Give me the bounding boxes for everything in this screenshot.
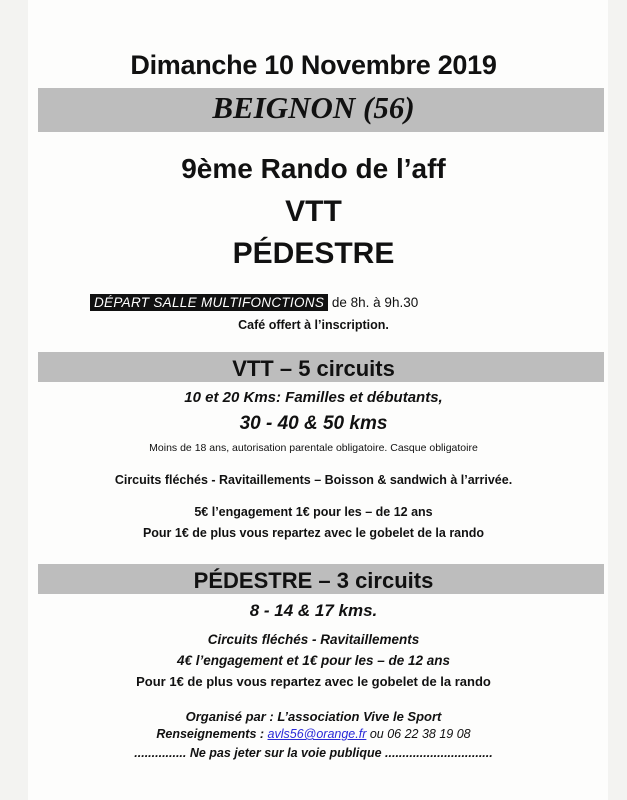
- contact-label: Renseignements :: [156, 727, 265, 741]
- pedestre-line-4: Pour 1€ de plus vous repartez avec le gobelet de la rando: [136, 674, 491, 689]
- pedestre-line-2: Circuits fléchés - Ravitaillements: [207, 632, 420, 647]
- event-date: Dimanche 10 Novembre 2019: [130, 50, 497, 80]
- depart-hours: de 8h. à 9h.30: [328, 295, 419, 310]
- contact-email-link[interactable]: avls56@orange.fr: [267, 727, 367, 741]
- disposal-notice: ............... Ne pas jeter sur la voie publique ...............................: [134, 746, 493, 760]
- event-place: BEIGNON (56): [212, 90, 415, 125]
- depart-line: [90, 295, 418, 310]
- vtt-line-2: 30 - 40 & 50 kms: [239, 413, 388, 434]
- pedestre-line-1: 8 - 14 & 17 kms.: [249, 601, 378, 620]
- event-title: 9ème Rando de l’aff: [181, 153, 446, 184]
- title-vtt: VTT: [285, 195, 342, 228]
- vtt-line-6: Pour 1€ de plus vous repartez avec le gobelet de la rando: [142, 526, 485, 540]
- contact-phone: ou 06 22 38 19 08: [366, 727, 471, 741]
- title-pedestre: PÉDESTRE: [232, 237, 395, 270]
- contact-line: [0, 727, 627, 741]
- vtt-line-4: Circuits fléchés - Ravitaillements – Boisson & sandwich à l’arrivée.: [114, 473, 513, 487]
- pedestre-line-3: 4€ l’engagement et 1€ pour les – de 12 ans: [176, 653, 451, 668]
- vtt-heading: VTT – 5 circuits: [232, 356, 395, 381]
- vtt-line-5: 5€ l’engagement 1€ pour les – de 12 ans: [194, 505, 433, 519]
- vtt-line-1: 10 et 20 Kms: Familles et débutants,: [184, 389, 443, 406]
- organiser: Organisé par : L’association Vive le Sport: [185, 709, 442, 724]
- pedestre-heading: PÉDESTRE – 3 circuits: [193, 568, 434, 593]
- depart-highlight: DÉPART SALLE MULTIFONCTIONS: [90, 294, 328, 311]
- cafe-note: Café offert à l’inscription.: [238, 318, 389, 332]
- vtt-line-3: Moins de 18 ans, autorisation parentale obligatoire. Casque obligatoire: [149, 442, 478, 454]
